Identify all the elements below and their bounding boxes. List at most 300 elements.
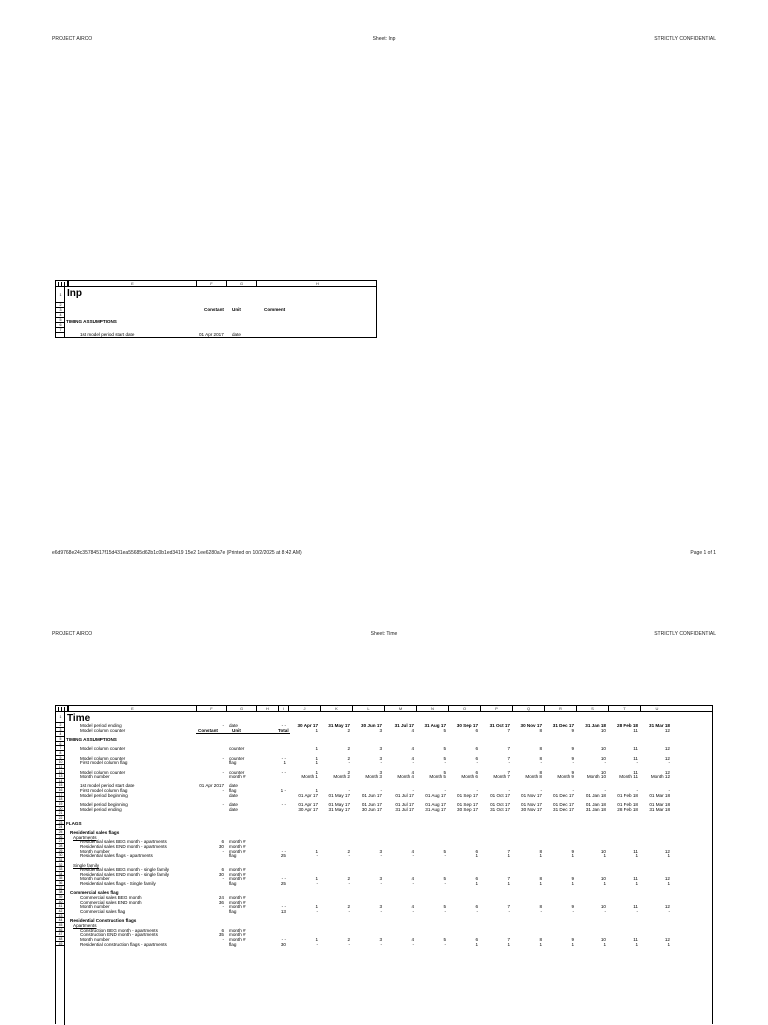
period-value: 4 — [411, 876, 414, 882]
page2-header-left: PROJECT AIRCO — [52, 631, 93, 637]
unit-value: month # — [229, 871, 246, 877]
period-value: 5 — [443, 746, 446, 752]
period-value: - — [668, 909, 670, 914]
col-header-e: E — [68, 281, 196, 287]
period-value: - — [380, 853, 382, 859]
period-value: Month 1 — [301, 774, 318, 780]
comment-header: Comment — [264, 307, 286, 312]
period-value: Month 5 — [429, 774, 446, 780]
period-value: 4 — [411, 936, 414, 942]
row-number: 30 — [56, 853, 65, 858]
page1-footer-left: e6d9768e24c35784517f15d431ea55685d62b1c0b1ed3419 15e2 1ee6280a7e (Printed on 10/2/2025 at 8:42 AM) — [52, 550, 302, 556]
period-value: - — [444, 909, 446, 914]
subgroup-heading: Apartments — [73, 922, 97, 928]
row-number: 37 — [56, 886, 65, 891]
row-number: 16 — [56, 788, 65, 793]
row-label: Model period beginning — [80, 792, 128, 798]
total-value: - - — [281, 904, 286, 910]
period-value: 6 — [475, 727, 478, 733]
col-header-g: G — [226, 706, 256, 712]
col-header-f: F — [196, 281, 226, 287]
period-value: 9 — [571, 769, 574, 775]
row-number: 8 — [56, 751, 65, 756]
period-value: 12 — [664, 755, 670, 761]
period-value: - — [604, 788, 606, 794]
period-value: 9 — [571, 727, 574, 733]
period-value: 7 — [507, 769, 510, 775]
period-value: 31 Aug 17 — [424, 723, 446, 728]
period-value: 01 Jul 17 — [395, 792, 414, 798]
period-value: 1 — [315, 746, 318, 752]
period-value: 30 Apr 17 — [298, 806, 318, 812]
period-value: 7 — [507, 876, 510, 882]
period-value: 1 — [507, 941, 510, 947]
period-value: 1 — [539, 881, 542, 887]
group-heading: Commercial sales flag — [70, 890, 119, 896]
period-value: 4 — [411, 769, 414, 775]
period-value: 5 — [443, 727, 446, 733]
period-value: 12 — [664, 904, 670, 910]
page2-header-center: Sheet: Time — [370, 631, 398, 637]
period-value: - — [412, 853, 414, 859]
period-value: 10 — [600, 848, 606, 854]
period-value: - — [348, 788, 350, 794]
period-value: 7 — [507, 848, 510, 854]
unit-value: flag — [229, 788, 237, 794]
col-header-i: I — [278, 706, 288, 712]
row-label: Commercial sales END month — [80, 899, 142, 905]
period-value: 01 Mar 18 — [649, 802, 670, 808]
period-value: 12 — [664, 936, 670, 942]
period-value: 7 — [507, 936, 510, 942]
period-value: 01 Apr 17 — [298, 802, 318, 808]
total-value: 1 — [283, 760, 286, 766]
row-label: Commercial sales BEG month — [80, 895, 142, 901]
col-header-n: N — [416, 706, 448, 712]
row-label: Month number — [80, 876, 110, 882]
col-header-j: J — [288, 706, 320, 712]
sheet-title: Time — [67, 713, 91, 724]
period-value: 2 — [347, 876, 350, 882]
period-value: Month 10 — [586, 774, 606, 780]
period-value: - — [412, 909, 414, 914]
unit-value: date — [229, 802, 238, 808]
constant-value: 30 — [218, 871, 224, 877]
row-number: 2 — [56, 723, 65, 728]
constant-value: 6 — [221, 927, 224, 933]
period-value: - — [380, 909, 382, 914]
total-value: - - — [281, 936, 286, 942]
period-value: 12 — [664, 746, 670, 752]
period-value: Month 7 — [493, 774, 510, 780]
row-label: First model column flag — [80, 760, 128, 766]
row-number: 5 — [56, 318, 65, 323]
period-value: - — [316, 941, 318, 947]
period-value: 01 Jul 17 — [395, 802, 414, 808]
period-value: 01 Sep 17 — [457, 802, 478, 808]
period-value: 01 Feb 18 — [617, 802, 638, 808]
constant-value: 24 — [218, 895, 224, 901]
period-value: 7 — [507, 746, 510, 752]
period-value: 01 May 17 — [328, 802, 350, 808]
unit-value: date — [229, 792, 238, 798]
period-value: 01 Sep 17 — [457, 792, 478, 798]
period-value: - — [508, 760, 510, 766]
row-number: 1 — [56, 287, 65, 303]
period-value: 31 Oct 17 — [489, 723, 510, 728]
row-label: Model period ending — [80, 806, 122, 812]
period-value: 8 — [539, 746, 542, 752]
period-value: 1 — [667, 853, 670, 859]
subgroup-heading: Apartments — [73, 834, 97, 840]
period-value: 8 — [539, 876, 542, 882]
row-number: 6 — [56, 742, 65, 747]
period-value: 3 — [379, 936, 382, 942]
row-label: Model period beginning — [80, 802, 128, 808]
unit-value: month # — [229, 839, 246, 845]
period-value: 01 Dec 17 — [553, 802, 574, 808]
unit-value: counter — [229, 746, 245, 752]
period-value: - — [444, 881, 446, 887]
unit-value: month # — [229, 774, 246, 780]
constant-value: 6 — [221, 867, 224, 873]
row-number: 49 — [56, 942, 65, 947]
period-value: 10 — [600, 727, 606, 733]
period-value: - — [540, 788, 542, 794]
period-value: 6 — [475, 876, 478, 882]
sheet-title: Inp — [67, 288, 82, 299]
total-value: 1 - — [280, 788, 286, 794]
unit-header: Unit — [232, 727, 241, 733]
row-number: 11 — [56, 765, 65, 770]
row-number: 43 — [56, 914, 65, 919]
unit-value: flag — [229, 853, 237, 859]
period-value: Month 9 — [557, 774, 574, 780]
period-value: Month 8 — [525, 774, 542, 780]
period-value: - — [412, 881, 414, 887]
period-value: 5 — [443, 848, 446, 854]
row-label: Model column counter — [80, 746, 126, 752]
period-value: 8 — [539, 769, 542, 775]
row-number: 19 — [56, 802, 65, 807]
period-value: 12 — [664, 876, 670, 882]
period-value: 01 Apr 17 — [298, 792, 318, 798]
unit-value: month # — [229, 904, 246, 910]
period-value: 7 — [507, 755, 510, 761]
unit-value: flag — [229, 760, 237, 766]
period-value: - — [476, 788, 478, 794]
period-value: Month 4 — [397, 774, 414, 780]
col-header-f: F — [196, 706, 226, 712]
row-number: 39 — [56, 895, 65, 900]
row-number: 46 — [56, 928, 65, 933]
section-heading: TIMING ASSUMPTIONS — [66, 736, 117, 742]
period-value: 1 — [667, 941, 670, 947]
period-value: 30 Nov 17 — [520, 723, 542, 728]
period-value: 3 — [379, 848, 382, 854]
row-number: 14 — [56, 779, 65, 784]
period-value: 31 Oct 17 — [490, 806, 510, 812]
row-label: Residential sales BEG month - single family — [80, 867, 170, 873]
row-number: 10 — [56, 760, 65, 765]
row-label: Residential sales flags - Single family — [80, 881, 156, 887]
row-number: 27 — [56, 839, 65, 844]
row-number: 26 — [56, 835, 65, 840]
period-value: 1 — [635, 941, 638, 947]
total-header: Total — [278, 727, 289, 733]
period-value: 01 Jun 17 — [361, 792, 382, 798]
period-value: 1 — [315, 848, 318, 854]
row-number: 29 — [56, 849, 65, 854]
row-number: 34 — [56, 872, 65, 877]
period-value: - — [316, 853, 318, 859]
period-value: 8 — [539, 904, 542, 910]
period-value: Month 6 — [461, 774, 478, 780]
period-value: 1 — [315, 727, 318, 733]
period-value: 31 Mar 18 — [649, 806, 670, 812]
period-value: 10 — [600, 746, 606, 752]
col-header-e: E — [68, 706, 196, 712]
period-value: - — [636, 788, 638, 794]
period-value: - — [540, 760, 542, 766]
row-number: 4 — [56, 313, 65, 318]
row-number: 4 — [56, 732, 65, 737]
row-label: 1st model period start date — [80, 332, 135, 337]
constant-value: 01 Apr 2017 — [199, 783, 224, 789]
period-value: 30 Nov 17 — [521, 806, 542, 812]
unit-value: counter — [229, 769, 245, 775]
row-number: 38 — [56, 890, 65, 895]
period-value: 9 — [571, 755, 574, 761]
constant-value: - — [222, 788, 224, 794]
row-number: 5 — [56, 737, 65, 742]
constant-value: - — [222, 802, 224, 808]
period-value: 30 Apr 17 — [297, 723, 318, 728]
group-heading: Residential sales flags — [70, 829, 120, 835]
row-number: 40 — [56, 900, 65, 905]
column-header-bar — [56, 706, 712, 712]
period-value: 31 Dec 17 — [553, 806, 574, 812]
period-value: 4 — [411, 727, 414, 733]
row-number: 18 — [56, 797, 65, 802]
unit-value: month # — [229, 895, 246, 901]
period-value: 8 — [539, 727, 542, 733]
constant-value: - — [222, 755, 224, 761]
period-value: 2 — [347, 755, 350, 761]
row-label: Month number — [80, 904, 110, 910]
row-number: 23 — [56, 821, 65, 826]
row-number: 36 — [56, 881, 65, 886]
row-number: 31 — [56, 858, 65, 863]
constant-value: 36 — [218, 899, 224, 905]
unit-value: counter — [229, 755, 245, 761]
period-value: 30 Sep 17 — [456, 723, 478, 728]
period-value: 01 Oct 17 — [490, 792, 510, 798]
period-value: 3 — [379, 876, 382, 882]
period-value: 11 — [633, 769, 638, 775]
period-value: 1 — [507, 853, 510, 859]
col-header-s: S — [576, 706, 608, 712]
period-value: 01 Nov 17 — [521, 802, 542, 808]
period-value: 10 — [600, 769, 606, 775]
column-header-bar — [56, 281, 376, 287]
period-value: 7 — [507, 727, 510, 733]
period-value: 1 — [475, 881, 478, 887]
period-value: 01 Jan 18 — [585, 792, 606, 798]
period-value: 2 — [347, 848, 350, 854]
unit-value: date — [229, 806, 238, 812]
period-value: 30 Jun 17 — [361, 723, 382, 728]
page1-header-right: STRICTLY CONFIDENTIAL — [654, 36, 716, 42]
page1-header-left: PROJECT AIRCO — [52, 36, 93, 42]
row-number: 41 — [56, 904, 65, 909]
period-value: 1 — [315, 904, 318, 910]
period-value: 1 — [603, 881, 606, 887]
total-value: - - — [281, 848, 286, 854]
period-value: 3 — [379, 904, 382, 910]
col-header-u: U — [640, 706, 673, 712]
period-value: - — [348, 881, 350, 887]
period-value: - — [348, 909, 350, 914]
col-header-h: H — [256, 281, 378, 287]
unit-value: month # — [229, 876, 246, 882]
period-value: 8 — [539, 936, 542, 942]
period-value: 6 — [475, 904, 478, 910]
period-value: 01 Nov 17 — [521, 792, 542, 798]
row-label: Construction END month - apartments — [80, 932, 158, 938]
col-header-o: O — [448, 706, 480, 712]
period-value: Month 3 — [365, 774, 382, 780]
period-value: 12 — [664, 727, 670, 733]
period-value: - — [476, 760, 478, 766]
row-label: First model column flag — [80, 788, 128, 794]
row-number: 22 — [56, 816, 65, 821]
period-value: 6 — [475, 936, 478, 942]
constant-value: 6 — [221, 839, 224, 845]
period-value: 4 — [411, 755, 414, 761]
period-value: 30 Jun 17 — [361, 806, 382, 812]
period-value: 3 — [379, 755, 382, 761]
col-header-k: K — [320, 706, 352, 712]
period-value: 12 — [664, 848, 670, 854]
row-label: Model period ending — [80, 723, 122, 728]
period-value: - — [444, 788, 446, 794]
period-value: 4 — [411, 848, 414, 854]
period-value: 10 — [600, 936, 606, 942]
period-value: 5 — [443, 755, 446, 761]
period-value: - — [572, 760, 574, 766]
period-value: 11 — [633, 876, 638, 882]
constant-value: - — [222, 876, 224, 882]
period-value: 31 Jul 17 — [395, 806, 414, 812]
period-value: 9 — [571, 904, 574, 910]
period-value: 7 — [507, 904, 510, 910]
row-label: Model column counter — [80, 755, 126, 761]
constant-value: - — [222, 848, 224, 854]
period-value: 12 — [664, 769, 670, 775]
unit-value: date — [229, 723, 238, 728]
period-value: - — [668, 760, 670, 766]
period-value: 6 — [475, 746, 478, 752]
period-value: 1 — [315, 769, 318, 775]
inp-sheet — [55, 280, 377, 338]
unit-value: flag — [229, 881, 237, 887]
col-header-g: G — [226, 281, 256, 287]
period-value: 1 — [635, 881, 638, 887]
period-value: Month 2 — [333, 774, 350, 780]
unit-value: date — [229, 783, 238, 789]
row-number: 24 — [56, 825, 65, 830]
col-header-r: R — [544, 706, 576, 712]
period-value: - — [380, 760, 382, 766]
total-value: 13 — [280, 909, 286, 914]
period-value: 31 May 17 — [328, 723, 350, 728]
unit-value: month # — [229, 848, 246, 854]
row-label: Month number — [80, 774, 110, 780]
row-number: 7 — [56, 746, 65, 751]
period-value: - — [476, 909, 478, 914]
period-value: 31 Mar 18 — [649, 723, 670, 728]
period-value: Month 12 — [650, 774, 670, 780]
period-value: 1 — [315, 876, 318, 882]
unit-value: month # — [229, 899, 246, 905]
total-value: 25 — [280, 881, 286, 887]
period-value: - — [412, 941, 414, 947]
start-date-unit: date — [232, 332, 241, 337]
period-value: - — [316, 881, 318, 887]
period-value: 01 Feb 18 — [617, 792, 638, 798]
period-value: 1 — [539, 853, 542, 859]
period-value: 31 Aug 17 — [425, 806, 446, 812]
period-value: - — [380, 788, 382, 794]
period-value: 01 May 17 — [328, 792, 350, 798]
start-date-value[interactable]: 01 Apr 2017 — [199, 332, 224, 337]
period-value: - — [316, 909, 318, 914]
total-value: 30 — [280, 941, 286, 947]
constant-header: Constant — [198, 727, 218, 733]
period-value: 4 — [411, 904, 414, 910]
period-value: - — [412, 788, 414, 794]
unit-value: flag — [229, 941, 237, 947]
period-value: 11 — [633, 936, 638, 942]
period-value: 6 — [475, 769, 478, 775]
row-label: Month number — [80, 848, 110, 854]
row-number: 12 — [56, 770, 65, 775]
period-value: - — [380, 941, 382, 947]
period-value: 10 — [600, 904, 606, 910]
row-number: 6 — [56, 323, 65, 328]
row-label: Month number — [80, 936, 110, 942]
period-value: 01 Jun 17 — [361, 802, 382, 808]
period-value: - — [444, 853, 446, 859]
period-value: 10 — [600, 876, 606, 882]
period-value: 1 — [315, 936, 318, 942]
total-value: - - — [281, 876, 286, 882]
period-value: 11 — [633, 755, 638, 761]
total-value: - - — [281, 769, 286, 775]
row-number: 42 — [56, 909, 65, 914]
row-number: 33 — [56, 867, 65, 872]
period-value: - — [636, 760, 638, 766]
row-number: 32 — [56, 863, 65, 868]
unit-value: month # — [229, 843, 246, 849]
period-value: 2 — [347, 936, 350, 942]
col-header-t: T — [608, 706, 640, 712]
period-value: - — [412, 760, 414, 766]
period-value: 1 — [571, 881, 574, 887]
period-value: 5 — [443, 904, 446, 910]
period-value: - — [604, 909, 606, 914]
